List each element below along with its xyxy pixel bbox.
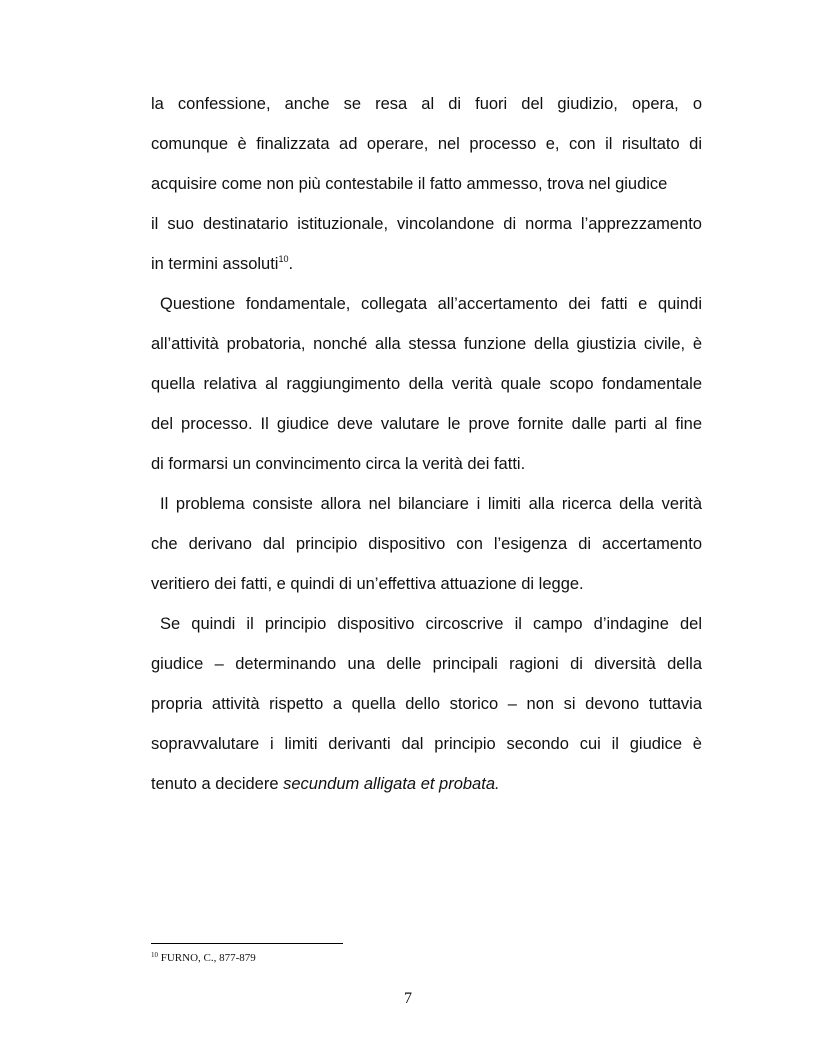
italic-phrase: secundum alligata et probata. <box>283 775 500 793</box>
body-line: quella relativa al raggiungimento della verità quale scopo fondamentale <box>151 375 702 393</box>
body-line: veritiero dei fatti, e quindi di un’effettiva attuazione di legge. <box>151 575 584 593</box>
body-line-text: tenuto a decidere <box>151 775 284 793</box>
footnote-text: FURNO, C., 877-879 <box>158 952 256 964</box>
body-line: del processo. Il giudice deve valutare le prove fornite dalle parti al fine <box>151 415 702 433</box>
body-line: che derivano dal principio dispositivo con l’esigenza di accertamento <box>151 535 702 553</box>
footnote-reference: 10 <box>278 254 289 264</box>
body-line <box>151 254 702 274</box>
footnote-separator <box>151 943 343 944</box>
body-line-text: in termini assoluti <box>151 255 279 273</box>
footnote-number: 10 <box>151 951 158 959</box>
body-line: acquisire come non più contestabile il fatto ammesso, trova nel giudice <box>151 175 668 193</box>
body-line: il suo destinatario istituzionale, vincolandone di norma l’apprezzamento <box>151 215 702 233</box>
page-number: 7 <box>404 990 412 1007</box>
sentence-end: . <box>288 255 294 273</box>
body-line: all’attività probatoria, nonché alla stessa funzione della giustizia civile, è <box>151 335 702 353</box>
body-line: di formarsi un convincimento circa la verità dei fatti. <box>151 455 526 473</box>
body-line <box>151 774 702 794</box>
body-line: Se quindi il principio dispositivo circoscrive il campo d’indagine del <box>160 615 702 633</box>
body-line: sopravvalutare i limiti derivanti dal principio secondo cui il giudice è <box>151 735 702 753</box>
body-line: la confessione, anche se resa al di fuori del giudizio, opera, o <box>151 95 702 113</box>
body-line: propria attività rispetto a quella dello storico – non si devono tuttavia <box>151 695 702 713</box>
footnote <box>151 952 256 964</box>
body-line: Il problema consiste allora nel bilanciare i limiti alla ricerca della verità <box>160 495 702 513</box>
body-line: giudice – determinando una delle principali ragioni di diversità della <box>151 655 702 673</box>
body-line: comunque è finalizzata ad operare, nel processo e, con il risultato di <box>151 135 702 153</box>
body-line: Questione fondamentale, collegata all’accertamento dei fatti e quindi <box>160 295 702 313</box>
